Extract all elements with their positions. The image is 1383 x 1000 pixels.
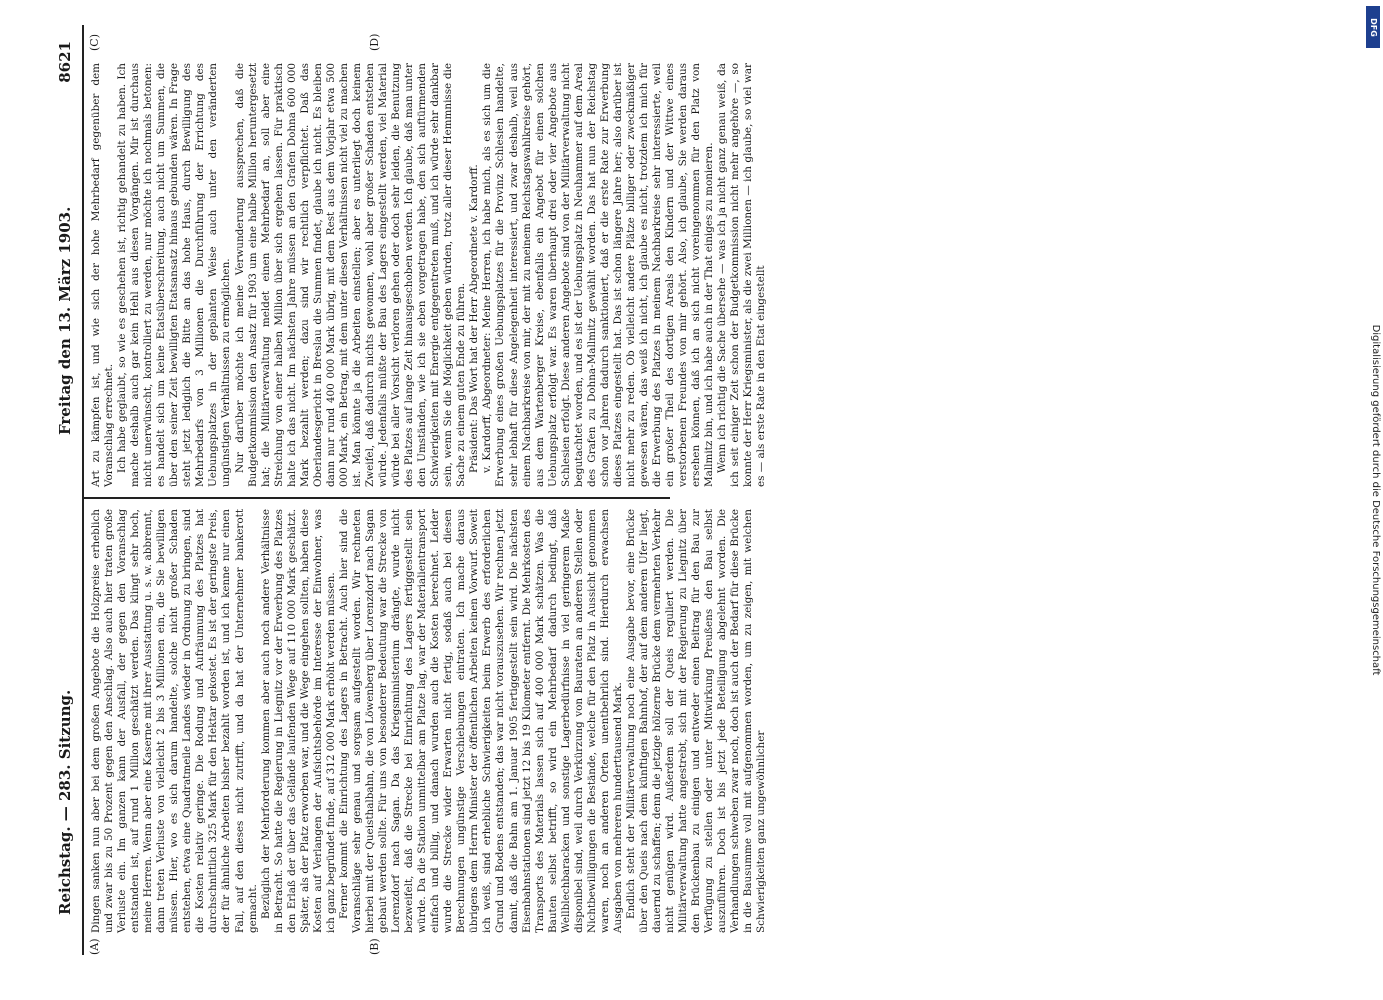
header-date: Freitag den 13. März 1903.: [56, 206, 74, 435]
column-rule: [84, 497, 670, 499]
left-column: [90, 509, 768, 933]
paragraph: Ich habe geglaubt, so wie es geschehen ist, richtig gehandelt zu haben. Ich mache deshalb auch gar kein Hehl aus diesen Vorgängen. Mir ist durchaus nicht unerwünscht, kontrolliert zu werden, nur möchte ich nochmals betonen: es handelt sich um keine Etatsüberschreitung, auch nicht um Summen, die über den seiner Zeit bewilligten Etatsansatz hinaus gebunden wären. In Frage steht jetzt lediglich die Bitte an das hohe Haus, durch Bewilligung des Mehrbedarfs von 3 Millionen die Durchführung der Errichtung des Uebungsplatzes in der geplanten Weise auch unter den veränderten ungünstigen Verhältnissen zu ermöglichen.: [116, 63, 233, 487]
paragraph: Bezüglich der Mehrforderung kommen aber auch noch andere Verhältnisse in Betracht. So hatte die Regierung in Liegnitz vor der Erwerbung des Platzes den Erlaß der über das Gelände laufenden Wege auf 110 000 Mark geschätzt. Später, als der Platz erworben war, und die Wege eingehen sollten, haben diese Kosten auf Verlangen der Aufsichtsbehörde im Interesse der Einwohner, was ich ganz begründet finde, auf 312 000 Mark erhöht werden müssen.: [259, 509, 337, 933]
paragraph: Art zu kämpfen ist, und wie sich der hohe Mehrbedarf gegenüber dem Voranschlag errechnet.: [90, 63, 116, 487]
margin-mark-a: (A): [88, 938, 101, 955]
right-column: [90, 63, 768, 487]
rotated-page: [50, 25, 768, 955]
paragraph: Ferner kommt die Einrichtung des Lagers in Betracht. Auch hier sind die Voranschläge sehr genau und sorgsam aufgestellt worden. Wir rechneten hierbei mit der Queisthalbahn, die von Löwenberg über Lorenzdorf nach Sagan gebaut werden sollte. Für uns von besonderer Bedeutung war die Strecke von Lorenzdorf nach Sagan. Da das Kriegsministerium drängte, wurde nicht bezweifelt, daß die Strecke bei Einrichtung des Lagers fertiggestellt sein würde. Da die Station unmittelbar am Platze lag, war der Materialientransport einfach und billig, und danach wurden auch die Kosten berechnet. Leider wurde die Strecke wider Erwarten nicht fertig, sodaß auch bei diesen Berechnungen ungünstige Verschiebungen eintraten. Ich mache daraus übrigens dem Herrn Minister der öffentlichen Arbeiten keinen Vorwurf. Soweit ich weiß, sind erhebliche Schwierigkeiten beim Erwerb des erforderlichen Grund und Bodens entstanden; das war nicht vorauszusehen. Wir rechnen jetzt damit, daß die Bahn am 1. Januar 1905 fertiggestellt sein wird. Die nächsten Eisenbahnstationen sind jetzt 12 bis 19 Kilometer entfernt. Die Mehrkosten des Transports des Materials lassen sich auf 400 000 Mark schätzen. Was die Bauten selbst betrifft, so wird ein Mehrbedarf dadurch bedingt, daß Wellblechbaracken und sonstige Lagerbedürfnisse in viel geringerem Maße disponibel sind, weil durch Verkürzung von Bauraten an anderen Stellen oder Nichtbewilligungen die Bestände, welche für den Platz in Aussicht genommen waren, noch an anderen Orten unentbehrlich sind. Hierdurch erwachsen Ausgaben von mehreren hunderttausend Mark.: [337, 509, 624, 933]
page-number: 8621: [56, 41, 74, 83]
paragraph: Nur darüber möchte ich meine Verwunderung aussprechen, daß die Budgetkommission den Ansatz für 1903 um eine halbe Million heruntergesetzt hat; die Militärverwaltung meldet einen Mehrbedarf an, soll aber eine Streichung von einer halben Million über sich ergehen lassen. Für praktisch halte ich das nicht. Im nächsten Jahre müssen an den Grafen Dohna 600 000 Mark bezahlt werden; dazu sind wir rechtlich verpflichtet. Daß das Oberlandesgericht in Breslau die Summen findet, glaube ich nicht. Es bleiben dann nur rund 400 000 Mark übrig, mit dem Rest aus dem Vorjahr etwa 500 000 Mark, ein Betrag, mit dem unter diesen Verhältnissen nicht viel zu machen ist. Man könnte ja die Arbeiten einstellen; aber es unterliegt doch keinem Zweifel, daß dadurch nichts gewonnen, wohl aber großer Schaden entstehen würde. Jedenfalls müßte der Bau des Lagers eingestellt werden, viel Material würde bei aller Vorsicht verloren gehen oder doch sehr leiden, die Benutzung des Platzes auf lange Zeit hinausgeschoben werden. Ich glaube, daß man unter den Umständen, wie ich sie eben vorgetragen habe, den sich auftürmenden Schwierigkeiten mit Energie entgegentreten muß, und ich würde sehr dankbar sein, wenn Sie die Möglichkeit geben würden, trotz aller dieser Hemmnisse die Sache zu einem guten Ende zu führen.: [233, 63, 468, 487]
paragraph: Wenn ich richtig die Sache übersehe — was ich ja nicht ganz genau weiß, da ich seit einiger Zeit schon der Budgetkommission nicht mehr angehöre —, so konnte der Herr Kriegsminister, als die zwei Millionen — ich glaube, so viel war es — als erste Rate in den Etat eingestellt: [716, 63, 768, 487]
dfg-logo: DFG: [1366, 6, 1380, 48]
paragraph: Endlich steht der Militärverwaltung noch eine Ausgabe bevor, eine Brücke über den Queis nach dem künftigen Bahnhof, der auf dem anderen Ufer liegt, dauernd zu schaffen; denn die jetzige hölzerne Brücke dem vermehrten Verkehr nicht genügen wird. Außerdem soll der Queis reguliert werden. Die Militärverwaltung hatte angestrebt, sich mit der Regierung zu Liegnitz über den Brückenbau zu einigen und entweder einen Beitrag für den Bau zur Verfügung zu stellen oder unter Mitwirkung Preußens den Bau selbst auszuführen. Doch ist bis jetzt jede Beteiligung abgelehnt worden. Die Verhandlungen schweben zwar noch, doch ist auch der Bedarf für diese Brücke in die Bausumme voll mit aufgenommen worden, um zu zeigen, mit welchen Schwierigkeiten ganz ungewöhnlicher: [624, 509, 768, 933]
margin-mark-d: (D): [368, 33, 381, 51]
speaker-paragraph: Präsident: Das Wort hat der Herr Abgeordnete v. Kardorff.: [468, 164, 481, 473]
header-rule: [82, 25, 84, 955]
speaker-paragraph: v. Kardorff, Abgeordneter: Meine Herren, ich habe mich, als es sich um die Erwerbung eines großen Uebungsplatzes für die Provinz Schlesien handelte, sehr lebhaft für diese Angelegenheit interessiert, und zwar deshalb, weil aus einem Nachbarkreise von mir, der mit zu meinem Reichstagswahlkreise gehört, aus dem Wartenberger Kreise, ebenfalls ein Angebot für einen solchen Uebungsplatz erfolgt war. Es waren überhaupt drei oder vier Angebote aus Schlesien erfolgt. Diese anderen Angebote sind von der Militärverwaltung nicht begutachtet worden, und es ist der Uebungsplatz in Neuhammer auf dem Areal des Grafen zu Dohna-Mallmitz gewählt worden. Das hat nun der Reichstag schon vor Jahren dadurch sanktioniert, daß er die erste Rate zur Erwerbung dieses Platzes eingestellt hat. Das ist schon längere Jahre her; also darüber ist nicht mehr zu reden. Ob vielleicht andere Plätze billiger oder zweckmäßiger gewesen wären, das weiß ich nicht, ich glaube es nicht, trotzdem ich mich für die Erwerbung des Platzes in meinem Nachbarkreise sehr interessierte, weil ein großer Theil des dortigen Areals den Kindern und der Wittwe eines verstorbenen Freundes von mir gehört. Also, ich glaube, Sie werden daraus ersehen können, daß ich an sich nicht voreingenommen für den Platz von Mallmitz bin, und ich habe auch in der That einiges zu monieren.: [481, 63, 716, 487]
margin-mark-c: (C): [88, 34, 101, 51]
running-header: [50, 25, 80, 955]
paragraph: Dingen sanken nun aber bei dem großen Angebote die Holzpreise erheblich und zwar bis zu 50 Prozent gegen den Anschlag. Also auch hier traten große Verluste ein. Im ganzen kann der Ausfall, der gegen den Voranschlag entstanden ist, auf rund 1 Million geschätzt werden. Das klingt sehr hoch, meine Herren. Wenn aber eine Kaserne mit ihrer Ausstattung u. s. w. abbrennt, dann treten Verluste von vielleicht 2 bis 3 Millionen ein, die Sie bewilligen müssen. Hier, wo es sich darum handelte, solche nicht großer Schaden entstehen, etwa eine Quadratmeile Landes wieder in Ordnung zu bringen, sind die Kosten relativ geringe. Die Rodung und Aufräumung des Platzes hat durchschnittlich 325 Mark für den Hektar gekostet. Es ist der geringste Preis, der für ähnliche Arbeiten bisher bezahlt worden ist, und ich kenne nur einen Fall, auf den dieses nicht zutrifft, und da hat der Unternehmer bankerott gemacht.: [90, 509, 259, 933]
header-session: Reichstag. — 283. Sitzung.: [56, 689, 74, 915]
digitization-note: Digitalisierung gefördert durch die Deutsche Forschungsgemeinschaft: [1370, 324, 1381, 676]
margin-mark-b: (B): [368, 938, 381, 955]
